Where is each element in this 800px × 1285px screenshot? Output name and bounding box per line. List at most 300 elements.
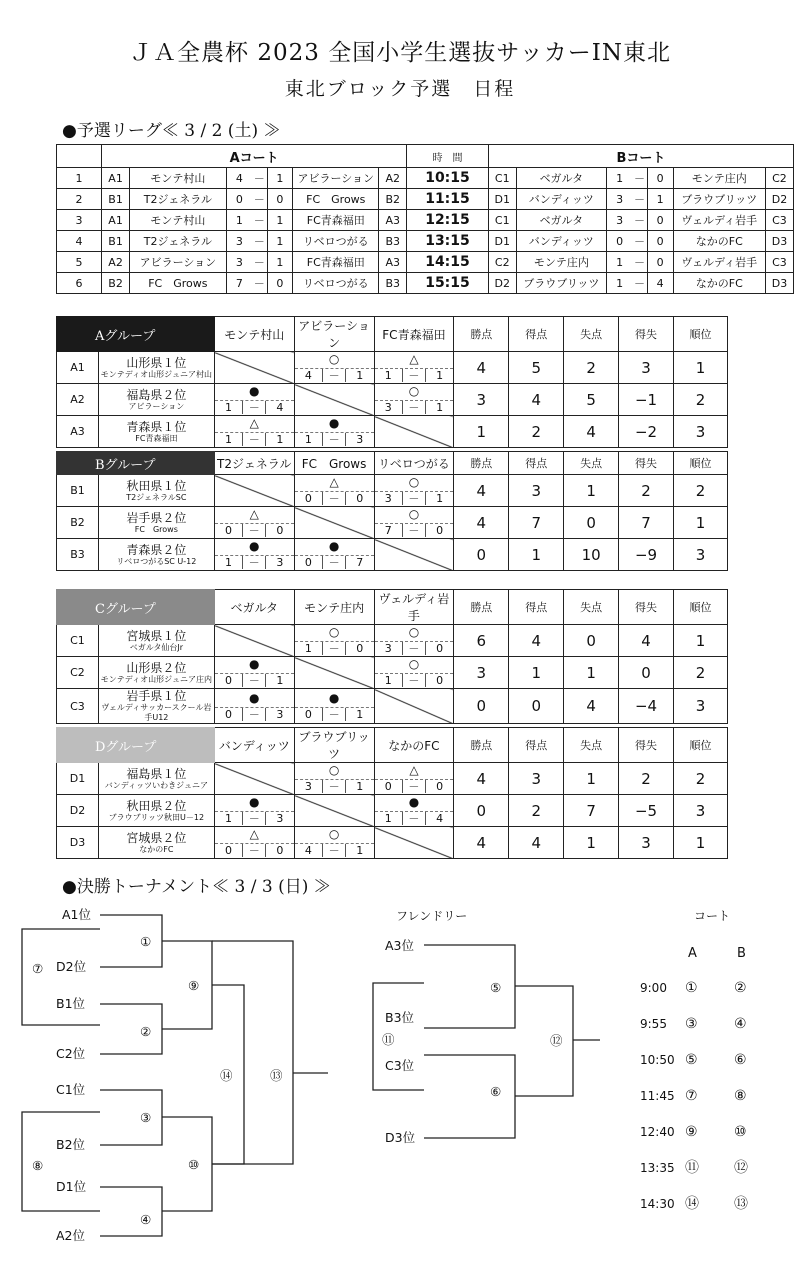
score-against: 0: [276, 524, 284, 537]
stat-value: 4: [454, 475, 509, 507]
team-name: なかのFC: [673, 231, 765, 252]
stat-value: 4: [619, 625, 674, 657]
score: 1: [267, 210, 293, 231]
stat-header: 順位: [674, 728, 728, 763]
team-name: ヴェルディ岩手: [673, 210, 765, 231]
stat-value: 2: [509, 795, 564, 827]
score-for: 1: [304, 642, 312, 655]
score-against: 0: [276, 844, 284, 857]
team-cell: [98, 416, 214, 448]
stat-value: −5: [619, 795, 674, 827]
court-b-match: ⑥: [734, 1052, 747, 1068]
score-for: 3: [384, 492, 392, 505]
score-for: 1: [384, 674, 392, 687]
opponent-header: バンディッツ: [214, 728, 294, 763]
team-id: B2: [102, 273, 130, 294]
score: 0: [267, 189, 293, 210]
group-row: [57, 475, 728, 507]
score-dash: －: [252, 189, 267, 210]
score-against: 3: [276, 707, 284, 721]
stat-header: 得点: [509, 590, 564, 625]
prefecture-rank: 宮城県１位: [126, 628, 187, 643]
team-id: C2: [57, 657, 99, 689]
team-id: C3: [57, 689, 99, 724]
score-for: 0: [224, 524, 232, 537]
match-time: 15:15: [407, 273, 489, 294]
result-cell: ○ 7 － 0: [374, 507, 454, 539]
result-mark: ●: [328, 690, 340, 705]
team-id: B1: [102, 231, 130, 252]
stat-value: 2: [674, 475, 728, 507]
team-name: リベロつがる: [293, 231, 379, 252]
result-mark: △: [409, 763, 419, 777]
schedule-row: [57, 168, 794, 189]
seed-d3: D3位: [385, 1130, 416, 1145]
stat-value: 0: [564, 507, 619, 539]
stat-value: 0: [454, 795, 509, 827]
match-6: ⑥: [490, 1084, 502, 1099]
score-against: 0: [436, 642, 444, 655]
score-dash: －: [632, 168, 647, 189]
stat-value: 1: [564, 475, 619, 507]
team-id: D2: [57, 795, 99, 827]
stat-value: 1: [454, 416, 509, 448]
team-cell: [98, 352, 214, 384]
group-row: [57, 507, 728, 539]
team-full-name: T2ジェネラルSC: [126, 492, 187, 502]
team-id: A3: [57, 416, 99, 448]
score: 0: [647, 168, 673, 189]
score: 3: [606, 210, 632, 231]
score-against: 0: [436, 674, 444, 687]
team-id: A2: [102, 252, 130, 273]
group-row: [57, 763, 728, 795]
stat-value: 4: [509, 625, 564, 657]
seed-d1: D1位: [56, 1179, 87, 1194]
stat-value: 4: [454, 352, 509, 384]
team-full-name: ヴェルディサッカースクール岩手U12: [101, 703, 212, 722]
team-id: B3: [379, 231, 407, 252]
score: 7: [226, 273, 252, 294]
opponent-header: T2ジェネラル: [214, 452, 294, 475]
match-9: ⑨: [188, 978, 200, 993]
result-mark: ●: [248, 690, 260, 705]
result-cell: △ 0 － 0: [294, 475, 374, 507]
court-time: 9:55: [640, 1017, 667, 1031]
score: 4: [226, 168, 252, 189]
team-name: バンディッツ: [516, 189, 606, 210]
score-against: 1: [356, 369, 364, 382]
match-12: ⑫: [550, 1033, 563, 1048]
result-mark: ●: [328, 539, 340, 553]
court-b-header: Bコート: [488, 145, 793, 168]
stat-value: −1: [619, 384, 674, 416]
score-against: 7: [356, 556, 364, 569]
result-mark: ○: [328, 827, 340, 841]
team-id: D3: [57, 827, 99, 859]
team-name: ブラウブリッツ: [673, 189, 765, 210]
result-cell: △ 1 － 1: [374, 352, 454, 384]
result-cell: ● 1 － 3: [294, 416, 374, 448]
match-number: 6: [57, 273, 102, 294]
stat-header: 勝点: [454, 452, 509, 475]
group-row: [57, 795, 728, 827]
result-mark: ○: [408, 625, 420, 639]
stat-value: 1: [509, 657, 564, 689]
stat-value: 1: [509, 539, 564, 571]
match-4: ④: [140, 1212, 152, 1227]
self-cell: [214, 625, 294, 657]
prefecture-rank: 岩手県１位: [126, 689, 187, 703]
score-against: 3: [276, 556, 284, 569]
team-id: D3: [765, 231, 793, 252]
prefecture-rank: 山形県２位: [126, 660, 187, 675]
result-cell: ○ 1 － 0: [374, 657, 454, 689]
stat-header: 得失: [619, 590, 674, 625]
score-dash: －: [632, 210, 647, 231]
stat-header: 順位: [674, 452, 728, 475]
stat-value: 1: [674, 352, 728, 384]
stat-value: 4: [454, 507, 509, 539]
match-13: ⑬: [270, 1068, 283, 1083]
match-number: 5: [57, 252, 102, 273]
stat-header: 勝点: [454, 317, 509, 352]
court-a-match: ⑭: [685, 1196, 699, 1212]
team-id: D2: [488, 273, 516, 294]
stat-value: 3: [619, 827, 674, 859]
opponent-header: ブラウブリッツ: [294, 728, 374, 763]
score-for: 0: [225, 674, 232, 687]
result-cell: ○ 3 － 1: [374, 475, 454, 507]
match-time: 11:15: [407, 189, 489, 210]
score-dash: －: [252, 168, 267, 189]
score-for: 3: [304, 780, 312, 793]
stat-value: 0: [619, 657, 674, 689]
seed-c3: C3位: [385, 1058, 415, 1073]
result-mark: ●: [408, 795, 420, 809]
stat-value: 3: [674, 539, 728, 571]
result-mark: △: [249, 416, 259, 430]
stat-value: 4: [564, 416, 619, 448]
stat-header: 失点: [564, 728, 619, 763]
group-row: [57, 689, 728, 724]
result-cell: ● 0 － 1: [294, 689, 374, 724]
stat-value: 0: [454, 539, 509, 571]
result-mark: ●: [248, 539, 260, 553]
score: 0: [647, 252, 673, 273]
court-b-match: ⑧: [734, 1088, 747, 1104]
prefecture-rank: 福島県２位: [126, 387, 187, 402]
stat-value: 0: [454, 689, 509, 724]
stat-value: 1: [564, 827, 619, 859]
team-full-name: FC Grows: [134, 524, 178, 534]
score: 0: [226, 189, 252, 210]
group-table: [56, 316, 728, 448]
score-for: 7: [384, 524, 392, 537]
score-for: 0: [225, 844, 232, 857]
score-dash: －: [632, 252, 647, 273]
court-time: 9:00: [640, 981, 667, 995]
result-cell: △ 0 － 0: [214, 507, 294, 539]
score: 0: [606, 231, 632, 252]
score-against: 1: [356, 780, 364, 793]
stat-value: 4: [454, 763, 509, 795]
team-name: バンディッツ: [516, 231, 606, 252]
score-dash: －: [252, 252, 267, 273]
self-cell: [374, 539, 454, 571]
stat-value: −4: [619, 689, 674, 724]
team-id: C3: [765, 210, 793, 231]
team-full-name: アビラーション: [128, 401, 185, 411]
match-1: ①: [140, 934, 152, 949]
score-against: 3: [276, 812, 284, 825]
score-dash: －: [252, 210, 267, 231]
team-id: A1: [102, 168, 130, 189]
seed-b2: B2位: [56, 1137, 86, 1152]
score-dash: －: [632, 189, 647, 210]
score-for: 4: [304, 844, 312, 857]
match-8: ⑧: [32, 1158, 44, 1173]
team-name: なかのFC: [673, 273, 765, 294]
match-number: 3: [57, 210, 102, 231]
stat-value: 6: [454, 625, 509, 657]
result-cell: ● 1 － 4: [374, 795, 454, 827]
score-against: 1: [436, 369, 444, 382]
score-against: 0: [356, 642, 364, 655]
score: 1: [267, 231, 293, 252]
prefecture-rank: 秋田県２位: [126, 798, 187, 813]
score-against: 1: [436, 492, 444, 505]
schedule-row: [57, 210, 794, 231]
result-mark: ○: [328, 625, 340, 639]
match-time: 12:15: [407, 210, 489, 231]
stat-value: 1: [564, 657, 619, 689]
team-cell: [98, 657, 214, 689]
team-full-name: なかのFC: [139, 844, 174, 854]
prefecture-rank: 秋田県１位: [126, 478, 187, 493]
stat-value: −9: [619, 539, 674, 571]
result-cell: ● 0 － 1: [214, 657, 294, 689]
seed-c2: C2位: [56, 1046, 86, 1061]
group-row: [57, 827, 728, 859]
score: 0: [647, 210, 673, 231]
stat-value: 2: [674, 384, 728, 416]
self-cell: [294, 384, 374, 416]
score-against: 0: [436, 524, 444, 537]
team-id: D2: [765, 189, 793, 210]
court-a-match: ①: [685, 980, 698, 996]
seed-c1: C1位: [56, 1082, 86, 1097]
team-id: B1: [57, 475, 99, 507]
court-b-match: ⑩: [734, 1124, 747, 1140]
team-cell: [98, 507, 214, 539]
stat-header: 得点: [509, 452, 564, 475]
court-b-match: ②: [734, 980, 747, 996]
team-name: アビラーション: [293, 168, 379, 189]
stat-header: 得失: [619, 317, 674, 352]
team-id: B2: [379, 189, 407, 210]
score-against: 1: [356, 844, 364, 857]
stat-value: 3: [509, 475, 564, 507]
court-b-match: ⑬: [734, 1196, 748, 1212]
self-cell: [214, 475, 294, 507]
opponent-header: モンテ村山: [214, 317, 294, 352]
score-for: 1: [304, 433, 312, 446]
result-mark: ○: [408, 507, 420, 521]
match-time: 14:15: [407, 252, 489, 273]
opponent-header: FC Grows: [294, 452, 374, 475]
team-full-name: リベロつがるSC U-12: [116, 556, 197, 566]
stat-value: 7: [619, 507, 674, 539]
time-header: 時 間: [407, 145, 489, 168]
schedule-row: [57, 252, 794, 273]
team-cell: [98, 689, 214, 724]
group-table: [56, 451, 728, 571]
score-against: 1: [276, 674, 284, 687]
score: 1: [606, 168, 632, 189]
court-col-a: A: [688, 946, 697, 961]
score-against: 0: [356, 492, 364, 505]
group-row: [57, 352, 728, 384]
score-for: 0: [384, 780, 392, 793]
team-id: A2: [57, 384, 99, 416]
team-id: B3: [379, 273, 407, 294]
stat-header: 勝点: [454, 728, 509, 763]
team-id: D1: [488, 189, 516, 210]
opponent-header: ヴェルディ岩手: [374, 590, 454, 625]
result-mark: ○: [328, 352, 340, 366]
result-mark: △: [249, 827, 259, 841]
team-name: FC青森福田: [293, 252, 379, 273]
result-mark: ○: [408, 475, 420, 489]
result-mark: ○: [408, 384, 420, 398]
score-dash: －: [632, 273, 647, 294]
court-time: 10:50: [640, 1053, 675, 1067]
result-mark: △: [329, 475, 339, 489]
self-cell: [374, 827, 454, 859]
score: 1: [606, 252, 632, 273]
stat-header: 得失: [619, 452, 674, 475]
court-b-match: ⑫: [734, 1160, 748, 1176]
prefecture-rank: 山形県１位: [126, 355, 187, 370]
group-row: [57, 625, 728, 657]
team-id: C1: [57, 625, 99, 657]
stat-header: 順位: [674, 317, 728, 352]
score: 1: [267, 252, 293, 273]
self-cell: [374, 689, 454, 724]
group-name: Cグループ: [57, 590, 215, 625]
score-for: 0: [304, 707, 312, 721]
group-row: [57, 384, 728, 416]
team-full-name: モンテディオ山形ジュニア庄内: [100, 674, 212, 684]
team-name: モンテ庄内: [516, 252, 606, 273]
seed-a1: A1位: [62, 907, 92, 922]
score: 1: [647, 189, 673, 210]
team-cell: [98, 827, 214, 859]
result-cell: ● 1 － 3: [214, 539, 294, 571]
result-mark: ●: [248, 795, 260, 809]
court-time: 14:30: [640, 1197, 675, 1211]
group-row: [57, 539, 728, 571]
court-time: 11:45: [640, 1089, 675, 1103]
score-for: 1: [384, 812, 392, 825]
result-mark: ●: [328, 416, 340, 430]
result-cell: ● 0 － 7: [294, 539, 374, 571]
score-for: 1: [225, 812, 232, 825]
stat-header: 失点: [564, 590, 619, 625]
stat-value: 4: [509, 827, 564, 859]
result-cell: ○ 4 － 1: [294, 352, 374, 384]
stat-value: 3: [509, 763, 564, 795]
league-section-title: ●予選リーグ≪ 3 / 2 (土) ≫: [62, 121, 281, 141]
stat-value: 1: [564, 763, 619, 795]
group-name: Dグループ: [57, 728, 215, 763]
match-3: ③: [140, 1110, 152, 1125]
opponent-header: アビラーション: [294, 317, 374, 352]
result-cell: ○ 3 － 0: [374, 625, 454, 657]
stat-header: 得点: [509, 728, 564, 763]
group-row: [57, 657, 728, 689]
opponent-header: モンテ庄内: [294, 590, 374, 625]
group-name: Aグループ: [57, 317, 215, 352]
schedule-row: [57, 231, 794, 252]
opponent-header: なかのFC: [374, 728, 454, 763]
stat-value: 2: [674, 657, 728, 689]
seed-a3: A3位: [385, 938, 415, 953]
self-cell: [214, 352, 294, 384]
match-number: 4: [57, 231, 102, 252]
court-a-match: ⑤: [685, 1052, 698, 1068]
stat-value: 5: [564, 384, 619, 416]
stat-value: 5: [509, 352, 564, 384]
stat-value: 2: [509, 416, 564, 448]
team-name: リベロつがる: [293, 273, 379, 294]
stat-value: 3: [674, 416, 728, 448]
result-cell: ● 1 － 3: [214, 795, 294, 827]
stat-value: 3: [619, 352, 674, 384]
team-name: モンテ庄内: [673, 168, 765, 189]
stat-value: 0: [564, 625, 619, 657]
team-name: ブラウブリッツ: [516, 273, 606, 294]
stat-header: 得失: [619, 728, 674, 763]
schedule-row: [57, 189, 794, 210]
opponent-header: ベガルタ: [214, 590, 294, 625]
score-for: 1: [225, 401, 232, 414]
court-a-match: ⑦: [685, 1088, 698, 1104]
stat-value: 3: [674, 689, 728, 724]
team-name: ヴェルディ岩手: [673, 252, 765, 273]
group-row: [57, 416, 728, 448]
team-name: ベガルタ: [516, 168, 606, 189]
score-for: 1: [224, 556, 232, 569]
stat-value: 4: [509, 384, 564, 416]
team-id: A3: [379, 252, 407, 273]
court-time: 13:35: [640, 1161, 675, 1175]
score-for: 0: [304, 492, 312, 505]
opponent-header: リベロつがる: [374, 452, 454, 475]
result-cell: ○ 3 － 1: [294, 763, 374, 795]
result-mark: ●: [248, 384, 260, 398]
self-cell: [294, 657, 374, 689]
self-cell: [294, 507, 374, 539]
match-14: ⑭: [220, 1068, 233, 1083]
court-a-header: Aコート: [102, 145, 407, 168]
result-cell: ● 0 － 3: [214, 689, 294, 724]
score-dash: －: [252, 273, 267, 294]
self-cell: [374, 416, 454, 448]
result-cell: △ 0 － 0: [374, 763, 454, 795]
court-col-b: B: [737, 946, 746, 961]
